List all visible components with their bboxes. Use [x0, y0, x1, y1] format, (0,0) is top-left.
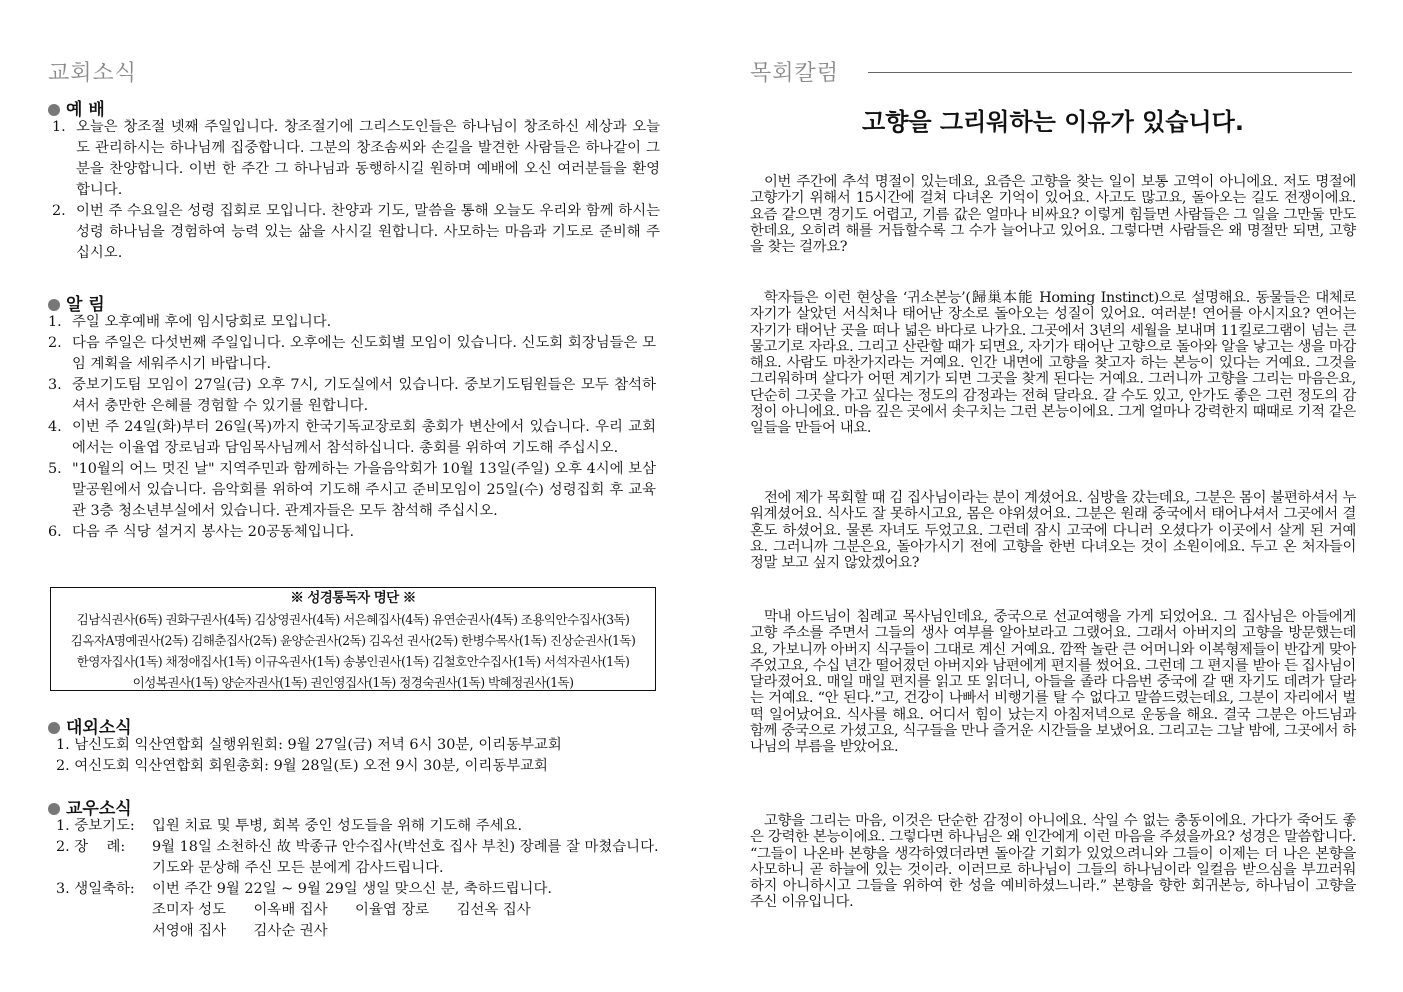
- item-text: 이번 주간 9월 22일 ~ 9월 29일 생일 맞으신 분, 축하드립니다.: [152, 881, 552, 897]
- column-paragraph: 이번 주간에 추석 명절이 있는데요, 요즘은 고향을 찾는 일이 보통 고역이 아니에요. 저도 명절에 고향가기 위해서 15시간에 걸쳐 다녀온 기억이 있어요. 사고도 많고요, 돌아오는 길도 전쟁이에요. 요즘 같으면 경기도 어렵고, 기름 값은 얼마나 비싸요? 이렇게 힘들면 사람들은 그 일을 그만둘 만도 한데요, 오히려 해를 거듭할수록 그 수가 늘어나고 있어요. 그렇다면 사람들은 왜 명절만 되면, 고향을 찾는 걸까요?: [750, 174, 1356, 256]
- item-number: 4.: [48, 419, 62, 435]
- bullet-icon: [48, 104, 60, 116]
- list-item: [44, 522, 656, 543]
- members-list: [48, 816, 660, 942]
- item-text: 이번 주 24일(화)부터 26일(목)까지 한국기독교장로회 총회가 변산에서 있습니다. 우리 교회에서는 이율엽 장로님과 담임목사님께서 참석하십니다. 총회를 위하여 기도해 주십시오.: [72, 419, 656, 456]
- list-item: [44, 312, 656, 333]
- column-paragraph: 고향을 그리는 마음, 이것은 단순한 감정이 아니에요. 삭일 수 없는 충동이에요. 가다가 죽어도 좋은 강력한 본능이에요. 그렇다면 하나님은 왜 인간에게 이런 마음을 주셨을까요? 성경은 말씀합니다. “그들이 나온바 본향을 생각하였더라면 돌아갈 기회가 있었으려니와 그들이 이제는 더 나은 본향을 사모하니 곧 하늘에 있는 것이라. 이러므로 하나님이 그들의 하나님이라 일컬음 받으심을 부끄러워하지 아니하시고 그들을 위하여 한 성을 예비하셨느니라.” 본향을 향한 회귀본능, 하나님이 고향을 주신 이유입니다.: [750, 813, 1357, 911]
- bible-readers-box: [50, 587, 656, 691]
- external-list: [48, 735, 660, 777]
- item-label: 3. 생일축하:: [56, 881, 135, 897]
- list-item: [48, 117, 660, 201]
- item-text: 주일 오후예배 후에 임시당회로 모입니다.: [72, 314, 332, 330]
- members-title: 교우소식: [66, 799, 132, 819]
- section-title-pastor-column: 목회칼럼: [750, 61, 840, 86]
- item-number: 2.: [48, 335, 62, 351]
- birthday-names-row: 조미자 성도 이옥배 집사 이율엽 장로 김선옥 집사: [152, 902, 531, 918]
- item-number: 3.: [48, 377, 62, 393]
- list-item: [44, 375, 656, 417]
- notice-title: 알 림: [66, 295, 105, 315]
- bullet-icon: [48, 722, 60, 734]
- item-number: 1.: [52, 119, 66, 135]
- title-rule: [868, 72, 1352, 73]
- item-text: 다음 주일은 다섯번째 주일입니다. 오후에는 신도회별 모임이 있습니다. 신도회 회장님들은 모임 계획을 세워주시기 바랍니다.: [72, 335, 656, 372]
- item-number: 2.: [52, 203, 66, 219]
- item-label: 2. 장 례:: [56, 839, 126, 855]
- bible-readers-line: 한영자집사(1독) 채정애집사(1독) 이규옥권사(1독) 송봉인권사(1독) 김철호안수집사(1독) 서석자권사(1독): [76, 654, 630, 669]
- worship-title: 예 배: [66, 100, 105, 120]
- list-item: 1. 남신도회 익산연합회 실행위원회: 9월 27일(금) 저녁 6시 30분, 이리동부교회: [56, 737, 562, 753]
- list-item: [44, 333, 656, 375]
- item-text: "10월의 어느 멋진 날" 지역주민과 함께하는 가을음악회가 10월 13일(주일) 오후 4시에 보삼말공원에서 있습니다. 음악회를 위하여 기도해 주시고 준비모임이 25일(수) 성령집회 후 교육관 3층 청소년부실에서 있습니다. 관계자들은 모두 참석해 주십시오.: [72, 461, 656, 519]
- bullet-icon: [48, 299, 60, 311]
- item-text: 이번 주 수요일은 성령 집회로 모입니다. 찬양과 기도, 말씀을 통해 오늘도 우리와 함께 하시는 성령 하나님을 경험하여 능력 있는 삶을 사시길 원합니다. 사모하는 마음과 기도로 준비해 주십시오.: [76, 203, 660, 261]
- list-item: [48, 816, 660, 837]
- item-label: 1. 중보기도:: [56, 818, 135, 834]
- item-text: 다음 주 식당 설거지 봉사는 20공동체입니다.: [72, 524, 355, 540]
- column-paragraph: 학자들은 이런 현상을 ‘귀소본능’(歸巢本能 Homing Instinct)으로 설명해요. 동물들은 대체로 자기가 살았던 서식처나 태어난 장소로 돌아오는 성질이 있어요. 여러분! 연어를 아시지요? 연어는 자기가 태어난 곳을 떠나 넓은 바다로 나가요. 그곳에서 3년의 세월을 보내며 11킬로그램이 넘는 큰 물고기로 자라요. 그리고 산란할 때가 되면요, 자기가 태어난 고향으로 돌아와 알을 낳고는 생을 마감해요. 사람도 마찬가지라는 거예요. 인간 내면에 고향을 찾고자 하는 본능이 있다는 거예요. 그것을 그리워하며 살다가 어떤 계기가 되면 그곳을 찾게 된다는 거예요. 그러니까 고향을 그리는 마음은요, 단순히 그곳을 가고 싶다는 정도의 감정과는 전혀 달라요. 갈 수도 있고, 안가도 좋은 그런 정도의 감정이 아니에요. 마음 깊은 곳에서 솟구치는 그런 본능이에요. 그게 얼마나 강력한지 때때로 기적 같은 일들을 만들어 내요.: [750, 290, 1356, 437]
- column-title: 고향을 그리워하는 이유가 있습니다.: [862, 108, 1244, 136]
- item-number: 6.: [48, 524, 62, 540]
- bible-readers-title: ※ 성경통독자 명단 ※: [290, 590, 416, 606]
- list-item: [44, 417, 656, 459]
- notice-list: [44, 312, 656, 543]
- section-title-church-news: 교회소식: [48, 61, 138, 86]
- bible-readers-line: 김남식권사(6독) 권화구권사(4독) 김상영권사(4독) 서은혜집사(4독) 유연순권사(4독) 조용익안수집사(3독): [76, 612, 630, 627]
- bullet-icon: [48, 803, 60, 815]
- item-number: 5.: [48, 461, 62, 477]
- item-number: 1.: [48, 314, 62, 330]
- item-text: 중보기도팀 모임이 27일(금) 오후 7시, 기도실에서 있습니다. 중보기도팀원들은 모두 참석하셔서 충만한 은혜를 경험할 수 있기를 원합니다.: [72, 377, 656, 414]
- external-title: 대외소식: [66, 718, 132, 738]
- list-item: [48, 201, 660, 264]
- list-item: 2. 여신도회 익산연합회 회원총회: 9월 28일(토) 오전 9시 30분, 이리동부교회: [56, 758, 548, 774]
- bible-readers-line: 김옥자A명예권사(2독) 김해춘집사(2독) 윤양순권사(2독) 김옥선 권사(2독) 한병수목사(1독) 진상순권사(1독): [70, 633, 636, 648]
- column-paragraph: 전에 제가 목회할 때 김 집사님이라는 분이 계셨어요. 심방을 갔는데요, 그분은 몸이 불편하셔서 누워계셨어요. 식사도 잘 못하시고요, 몸은 야위셨어요. 그분은 원래 중국에서 태어나셔서 그곳에서 결혼도 하셨어요. 물론 자녀도 두었고요. 그런데 잠시 고국에 다니러 오셨다가 이곳에서 살게 된 거예요. 그러니까 그분은요, 돌아가시기 전에 고향을 한번 다녀오는 것이 소원이에요. 두고 온 처자들이 정말 보고 싶지 않았겠어요?: [750, 490, 1356, 572]
- item-text: 9월 18일 소천하신 故 박종규 안수집사(박선호 집사 부친) 장례를 잘 마쳤습니다. 기도와 문상해 주신 모든 분에게 감사드립니다.: [152, 839, 659, 876]
- list-item: [48, 879, 660, 900]
- list-item: [48, 837, 660, 879]
- birthday-names-row: 서영애 집사 김사순 권사: [152, 923, 328, 939]
- bible-readers-line: 이성복권사(1독) 양순자권사(1독) 권인영집사(1독) 정경숙권사(1독) 박혜정권사(1독): [132, 675, 574, 690]
- item-text: 입원 치료 및 투병, 회복 중인 성도들을 위해 기도해 주세요.: [152, 818, 523, 834]
- list-item: [44, 459, 656, 522]
- item-text: 오늘은 창조절 넷째 주일입니다. 창조절기에 그리스도인들은 하나님이 창조하신 세상과 오늘도 관리하시는 하나님께 집중합니다. 그분의 창조솜씨와 손길을 발견한 사람들은 하나같이 그분을 찬양합니다. 이번 한 주간 그 하나님과 동행하시길 원하며 예배에 오신 여러분들을 환영합니다.: [76, 119, 660, 198]
- column-paragraph: 막내 아드님이 침례교 목사님인데요, 중국으로 선교여행을 가게 되었어요. 그 집사님은 아들에게 고향 주소를 주면서 그들의 생사 여부를 알아보라고 그랬어요. 그래서 아버지의 고향을 방문했는데요, 가보니까 아버지 식구들이 그대로 계신 거예요. 깜짝 놀란 큰 어머니와 이복형제들이 반갑게 맞아주었고요, 수십 년간 떨어졌던 아버지와 남편에게 편지를 썼어요. 그런데 그 편지를 받아 든 집사님이 달라졌어요. 매일 매일 편지를 읽고 또 읽더니, 아들을 졸라 다음번 중국에 갈 땐 자기도 데려가 달라는 거예요. “안 된다.”고, 건강이 나빠서 비행기를 탈 수 없다고 말씀드렸는데요, 그분이 자리에서 벌떡 일어났어요. 식사를 해요. 어디서 힘이 났는지 아침저녁으로 운동을 해요. 결국 그분은 아드님과 함께 중국으로 가셨고요, 식구들을 만나 즐거운 시간들을 보냈어요. 그리고는 그날 밤에, 그곳에서 하나님의 부름을 받았어요.: [750, 609, 1357, 756]
- worship-list: [48, 117, 660, 264]
